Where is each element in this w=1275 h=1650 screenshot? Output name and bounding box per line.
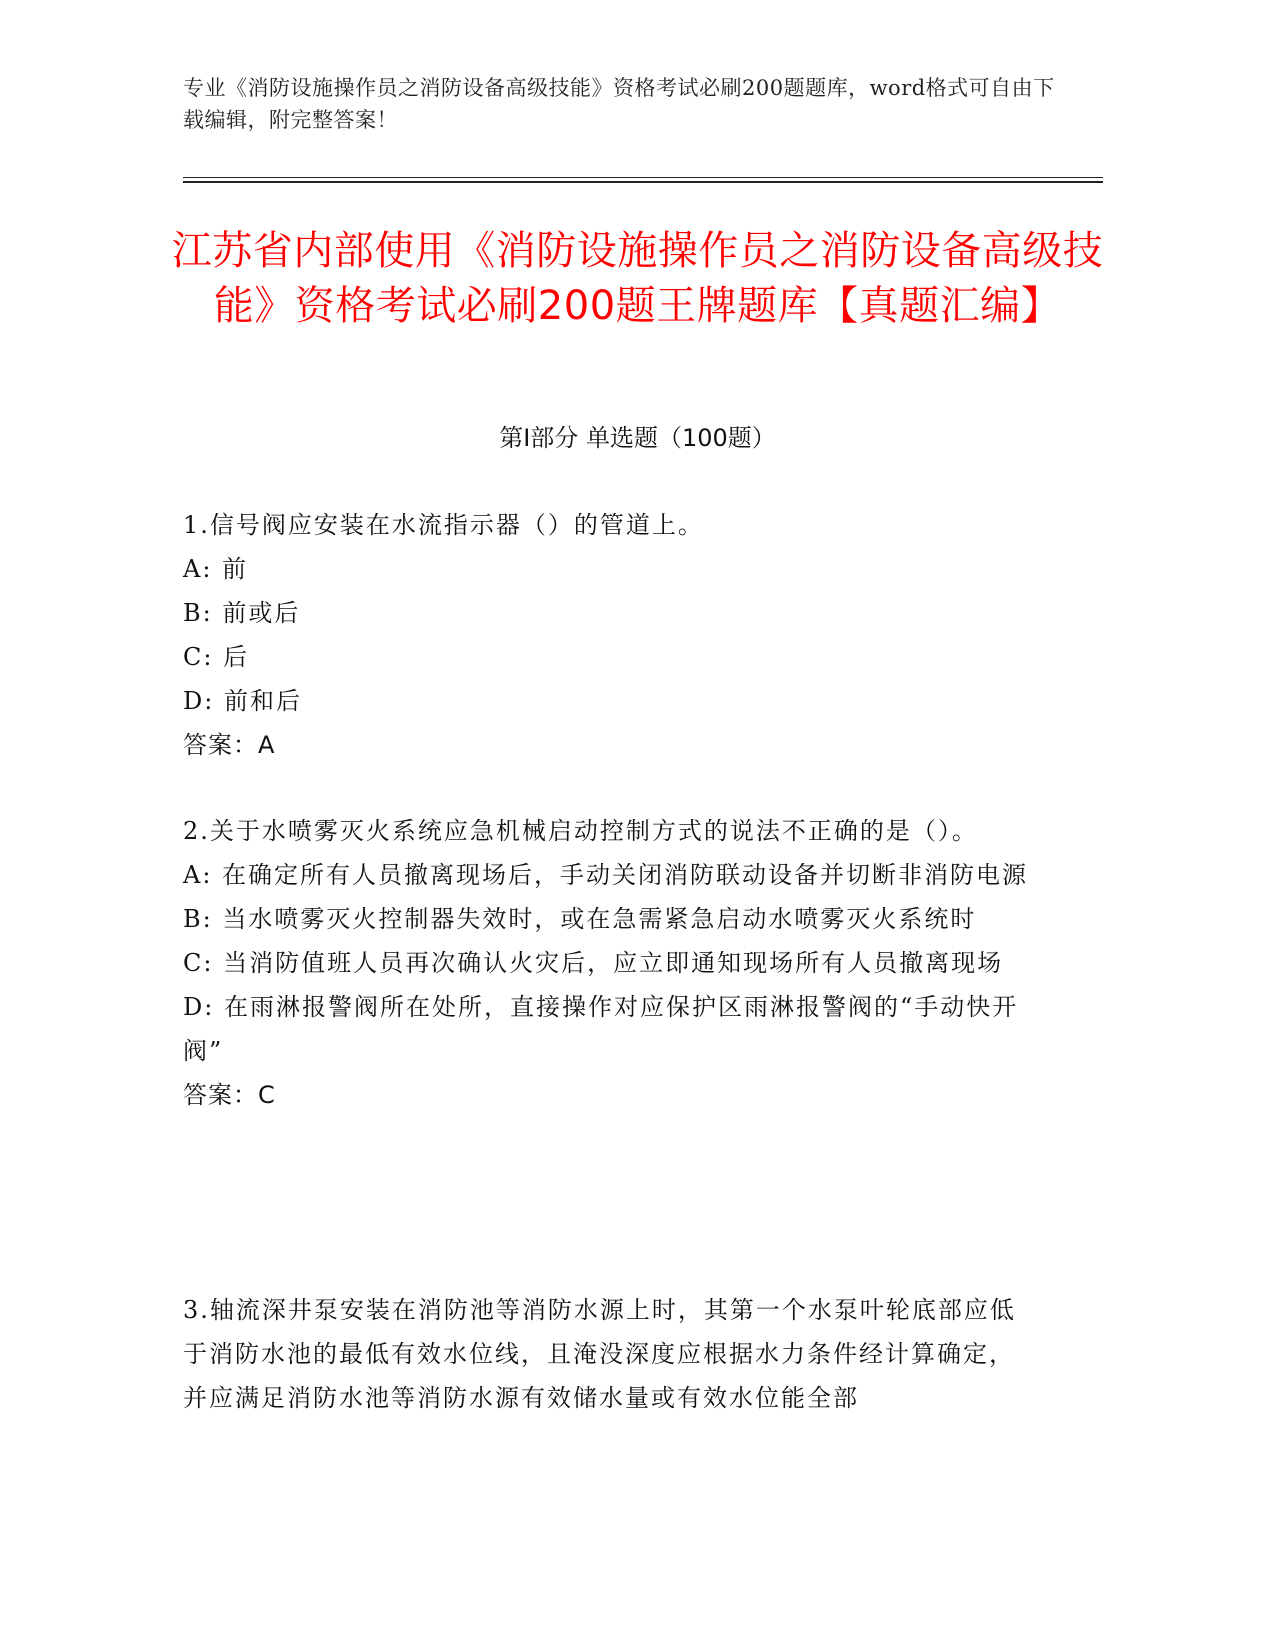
header-note: 专业《消防设施操作员之消防设备高级技能》资格考试必刷200题题库，word格式可自由下载编辑，附完整答案！ <box>183 76 1055 132</box>
option-b: B: 当水喷雾灭火控制器失效时，或在急需紧急启动水喷雾灭火系统时 <box>183 905 977 933</box>
question-3 <box>183 1288 1033 1420</box>
question-2 <box>183 809 1033 1117</box>
option-d: D: 前和后 <box>183 687 302 715</box>
option-c: C: 后 <box>183 643 250 671</box>
question-1 <box>183 503 1033 767</box>
answer: 答案：C <box>183 1081 276 1109</box>
question-stem: 1.信号阀应安装在水流指示器（）的管道上。 <box>183 511 704 539</box>
option-c: C: 当消防值班人员再次确认火灾后，应立即通知现场所有人员撤离现场 <box>183 949 1004 977</box>
question-stem: 3.轴流深井泵安装在消防池等消防水源上时，其第一个水泵叶轮底部应低于消防水池的最低有效水位线，且淹没深度应根据水力条件经计算确定，并应满足消防水池等消防水源有效储水量或有效水位能全部 <box>183 1296 1016 1412</box>
option-d: D: 在雨淋报警阀所在处所，直接操作对应保护区雨淋报警阀的“手动快开阀” <box>183 993 1019 1065</box>
option-a: A: 前 <box>183 555 249 583</box>
option-b: B: 前或后 <box>183 599 301 627</box>
header-divider-thick <box>183 181 1103 183</box>
header-divider-thin <box>183 177 1103 178</box>
document-title: 江苏省内部使用《消防设施操作员之消防设备高级技能》资格考试必刷200题王牌题库【真题汇编】 <box>171 228 1104 329</box>
answer: 答案：A <box>183 731 276 759</box>
option-a: A: 在确定所有人员撤离现场后，手动关闭消防联动设备并切断非消防电源 <box>183 861 1029 889</box>
question-stem: 2.关于水喷雾灭火系统应急机械启动控制方式的说法不正确的是（）。 <box>183 817 978 845</box>
section-heading: 第Ⅰ部分 单选题（100题） <box>499 424 776 452</box>
